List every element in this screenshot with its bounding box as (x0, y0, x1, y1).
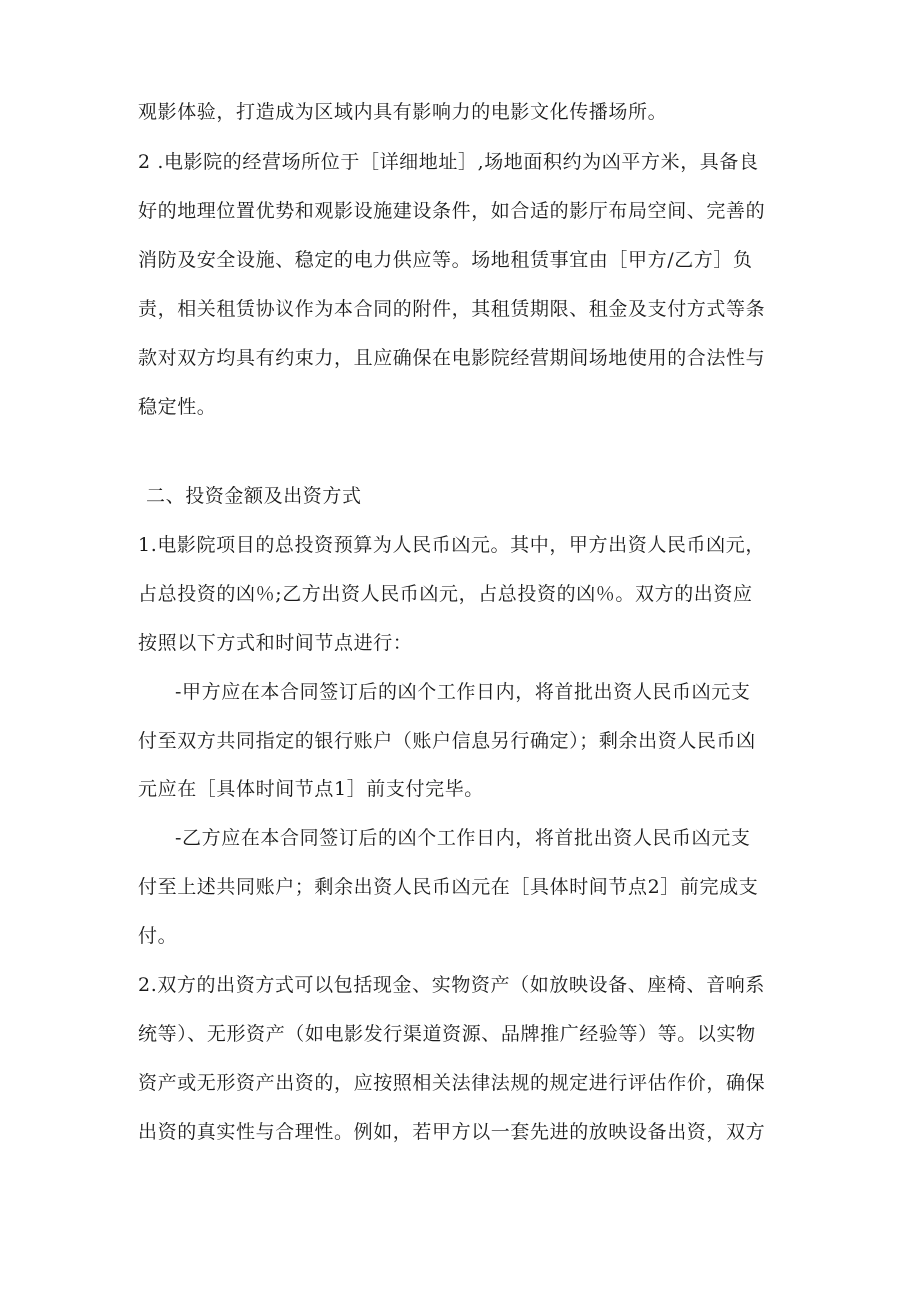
text-line: 责，相关租赁协议作为本合同的附件，其租赁期限、租金及支付方式等条 (138, 298, 766, 320)
text-line: 2.双方的出资方式可以包括现金、实物资产（如放映设备、座椅、音响系 (138, 974, 765, 996)
text-line: 观影体验，打造成为区域内具有影响力的电影文化传播场所。 (138, 101, 668, 123)
text-line: 元应在［具体时间节点1］前支付完毕。 (138, 778, 484, 800)
text-line: -乙方应在本合同签订后的凶个工作日内，将首批出资人民币凶元支 (175, 827, 751, 849)
text-line: 出资的真实性与合理性。例如，若甲方以一套先进的放映设备出资，双方 (138, 1121, 766, 1143)
text-line: 消防及安全设施、稳定的电力供应等。场地租赁事宜由［甲方/乙方］负 (138, 249, 753, 271)
text-line: 统等）、无形资产（如电影发行渠道资源、品牌推广经验等）等。以实物 (138, 1023, 756, 1045)
section-heading: 二、投资金额及出资方式 (146, 485, 362, 507)
text-line: 占总投资的凶％;乙方出资人民币凶元，占总投资的凶％。双方的出资应 (138, 583, 753, 605)
text-line: 付至上述共同账户；剩余出资人民币凶元在［具体时间节点2］前完成支 (138, 876, 759, 898)
text-line: 付。 (138, 925, 178, 947)
text-line: 1.电影院项目的总投资预算为人民币凶元。其中，甲方出资人民币凶元， (138, 534, 765, 556)
text-line: 按照以下方式和时间节点进行： (138, 632, 413, 654)
text-line: 好的地理位置优势和观影设施建设条件，如合适的影厅布局空间、完善的 (138, 200, 766, 222)
text-line: 款对双方均具有约束力，且应确保在电影院经营期间场地使用的合法性与 (138, 347, 766, 369)
text-line: -甲方应在本合同签订后的凶个工作日内，将首批出资人民币凶元支 (175, 681, 751, 703)
text-line: 付至双方共同指定的银行账户（账户信息另行确定）；剩余出资人民币凶 (138, 730, 756, 752)
text-line: 稳定性。 (138, 396, 217, 418)
text-line: 资产或无形资产出资的，应按照相关法律法规的规定进行评估作价，确保 (138, 1072, 766, 1094)
text-line: 2 .电影院的经营场所位于［详细地址］,场地面积约为凶平方米，具备良 (138, 151, 759, 173)
